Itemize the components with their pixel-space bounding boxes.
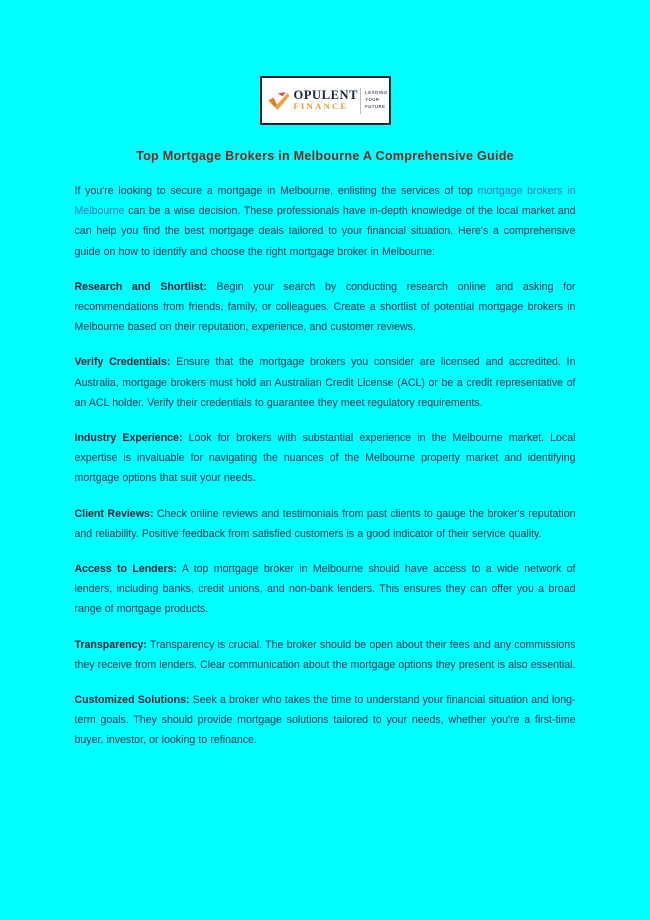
logo-header <box>0 0 650 125</box>
logo-tagline-line-1: LEADING <box>365 90 388 96</box>
paragraph-intro <box>75 163 576 262</box>
paragraph-verify-credentials <box>75 337 576 413</box>
logo-tagline-line-2: YOUR <box>365 97 380 103</box>
paragraph-lead-industry-experience: Industry Experience: <box>74 432 183 445</box>
page-title: Top Mortgage Brokers in Melbourne A Comprehensive Guide <box>136 149 514 163</box>
document-body <box>75 149 576 751</box>
paragraph-client-reviews <box>75 489 576 544</box>
intro-text-before-link: If you're looking to secure a mortgage in Melbourne, enlisting the services of top <box>74 185 478 197</box>
logo-tagline <box>365 90 388 111</box>
paragraph-lead-access-to-lenders: Access to Lenders: <box>74 563 178 576</box>
paragraph-text-access-to-lenders: A top mortgage broker in Melbourne should have access to a wide network of lenders, including banks, credit unions, and non-bank lenders. This ensures they can offer you a broad range of mortgage products. <box>74 563 576 616</box>
paragraph-text-industry-experience: Look for brokers with substantial experience in the Melbourne market. Local expertise is invaluable for navigating the nuances of the Melbourne property market and identifying mortgage options that suit your needs. <box>74 432 576 485</box>
logo-tagline-line-3: FUTURE <box>365 103 386 109</box>
paragraph-industry-experience <box>75 413 576 489</box>
logo-wordmark <box>294 89 359 113</box>
paragraph-access-to-lenders <box>75 544 576 620</box>
paragraph-text-research-and-shortlist: Begin your search by conducting research online and asking for recommendations from friends, family, or colleagues. Create a shortlist of potential mortgage brokers in Melbourne based on their reputation, experience, and customer reviews. <box>74 280 576 334</box>
logo-brand-secondary: FINANCE <box>293 101 349 111</box>
paragraph-lead-research-and-shortlist: Research and Shortlist: <box>74 280 207 293</box>
mortgage-brokers-melbourne-link[interactable]: mortgage brokers in Melbourne <box>74 185 576 218</box>
paragraph-transparency <box>75 620 576 675</box>
paragraph-text-client-reviews: Check online reviews and testimonials from past clients to gauge the broker's reputation and reliability. Positive feedback from satisfied customers is a good indicator of their service quality. <box>74 507 576 540</box>
paragraph-text-customized-solutions: Seek a broker who takes the time to understand your financial situation and long-term goals. They should provide mortgage solutions tailored to your needs, whether you're a first-time buyer, investor, or looking to refinance. <box>74 694 576 747</box>
paragraph-research-and-shortlist <box>75 262 576 338</box>
logo-divider <box>360 88 361 114</box>
paragraph-lead-customized-solutions: Customized Solutions: <box>74 694 190 707</box>
paragraph-lead-verify-credentials: Verify Credentials: <box>74 356 171 369</box>
intro-text-after-link: can be a wise decision. These professionals have in-depth knowledge of the local market and can help you find the best mortgage deals tailored to your financial situation. Here's a comprehensive guide on how to identify and choose the right mortgage broker in Melbourne: <box>74 205 576 258</box>
paragraph-customized-solutions <box>75 675 576 751</box>
paragraph-lead-transparency: Transparency: <box>74 638 147 651</box>
paragraph-text-transparency: Transparency is crucial. The broker should be open about their fees and any commissions they receive from lenders. Clear communication about the mortgage options they present is also essential. <box>74 638 576 671</box>
logo-brand-primary: OPULENT <box>293 87 359 102</box>
paragraph-text-verify-credentials: Ensure that the mortgage brokers you consider are licensed and accredited. In Australia, mortgage brokers must hold an Australian Credit License (ACL) or be a credit representative of an ACL holder. Verify their credentials to guarantee they meet regulatory requirements. <box>74 356 576 409</box>
checkmark-icon <box>266 88 292 114</box>
paragraph-lead-client-reviews: Client Reviews: <box>74 507 154 520</box>
opulent-finance-logo <box>260 76 391 125</box>
